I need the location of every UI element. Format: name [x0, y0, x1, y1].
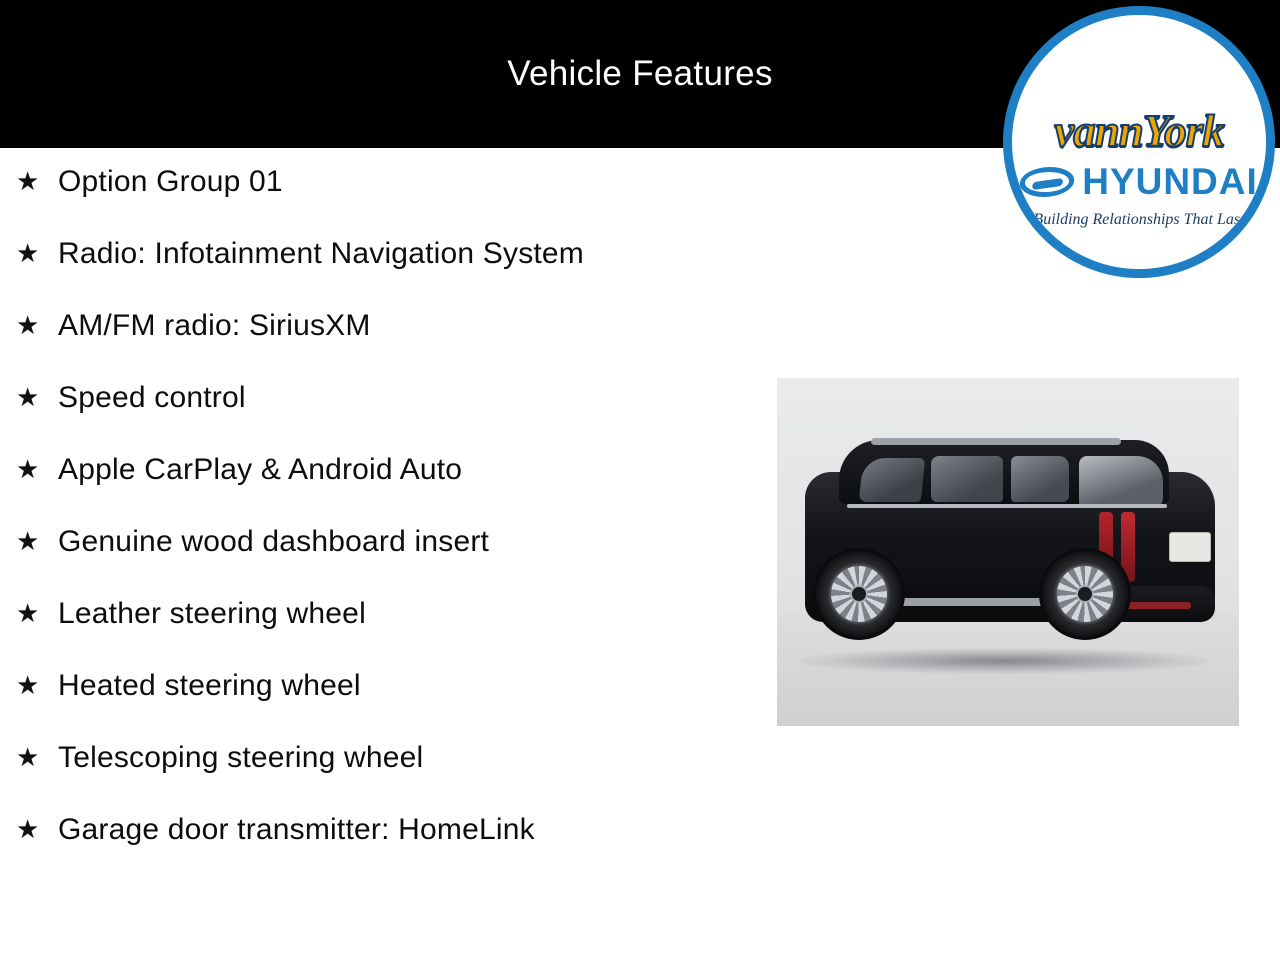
list-item — [16, 520, 760, 564]
feature-label: Heated steering wheel — [58, 669, 361, 702]
hyundai-logo-icon — [1017, 167, 1077, 197]
page-title: Vehicle Features — [507, 54, 773, 93]
star-icon: ★ — [16, 238, 40, 268]
star-icon: ★ — [16, 598, 40, 628]
star-icon: ★ — [16, 742, 40, 772]
feature-label: Option Group 01 — [58, 165, 283, 198]
roof-rail — [871, 438, 1121, 445]
list-item — [16, 808, 760, 852]
rear-windshield — [1079, 456, 1163, 508]
feature-label: Telescoping steering wheel — [58, 741, 424, 774]
star-icon: ★ — [16, 814, 40, 844]
list-item — [16, 304, 760, 348]
logo-content — [1012, 15, 1266, 269]
feature-label: Radio: Infotainment Navigation System — [58, 237, 584, 270]
feature-label: Genuine wood dashboard insert — [58, 525, 490, 558]
feature-label: AM/FM radio: SiriusXM — [58, 309, 371, 342]
wheel-cap — [1076, 585, 1094, 603]
star-icon: ★ — [16, 670, 40, 700]
feature-label: Speed control — [58, 381, 246, 414]
wheel-rear — [1039, 548, 1131, 640]
vehicle-features-list — [0, 160, 760, 880]
dealer-tagline: Building Relationships That Last — [1033, 211, 1245, 228]
chrome-beltline — [847, 504, 1167, 508]
star-icon: ★ — [16, 310, 40, 340]
list-item — [16, 664, 760, 708]
list-item — [16, 448, 760, 492]
star-icon: ★ — [16, 454, 40, 484]
dealer-logo-badge — [1003, 6, 1275, 278]
window-rear — [1011, 456, 1069, 502]
feature-label: Apple CarPlay & Android Auto — [58, 453, 463, 486]
list-item — [16, 232, 760, 276]
list-item — [16, 736, 760, 780]
window-middle — [931, 456, 1003, 502]
suv-illustration — [787, 416, 1231, 666]
list-item — [16, 376, 760, 420]
vehicle-photo — [777, 378, 1239, 726]
brand-row — [1020, 161, 1258, 203]
window-front — [859, 458, 926, 502]
wheel-cap — [850, 585, 868, 603]
star-icon: ★ — [16, 382, 40, 412]
wheel-front — [813, 548, 905, 640]
feature-label: Leather steering wheel — [58, 597, 366, 630]
list-item — [16, 160, 760, 204]
star-icon: ★ — [16, 526, 40, 556]
license-plate — [1169, 532, 1211, 562]
feature-label: Garage door transmitter: HomeLink — [58, 813, 535, 846]
star-icon: ★ — [16, 166, 40, 196]
dealer-name: vannYork — [1054, 106, 1224, 156]
list-item — [16, 592, 760, 636]
brand-name: HYUNDAI — [1082, 161, 1258, 202]
